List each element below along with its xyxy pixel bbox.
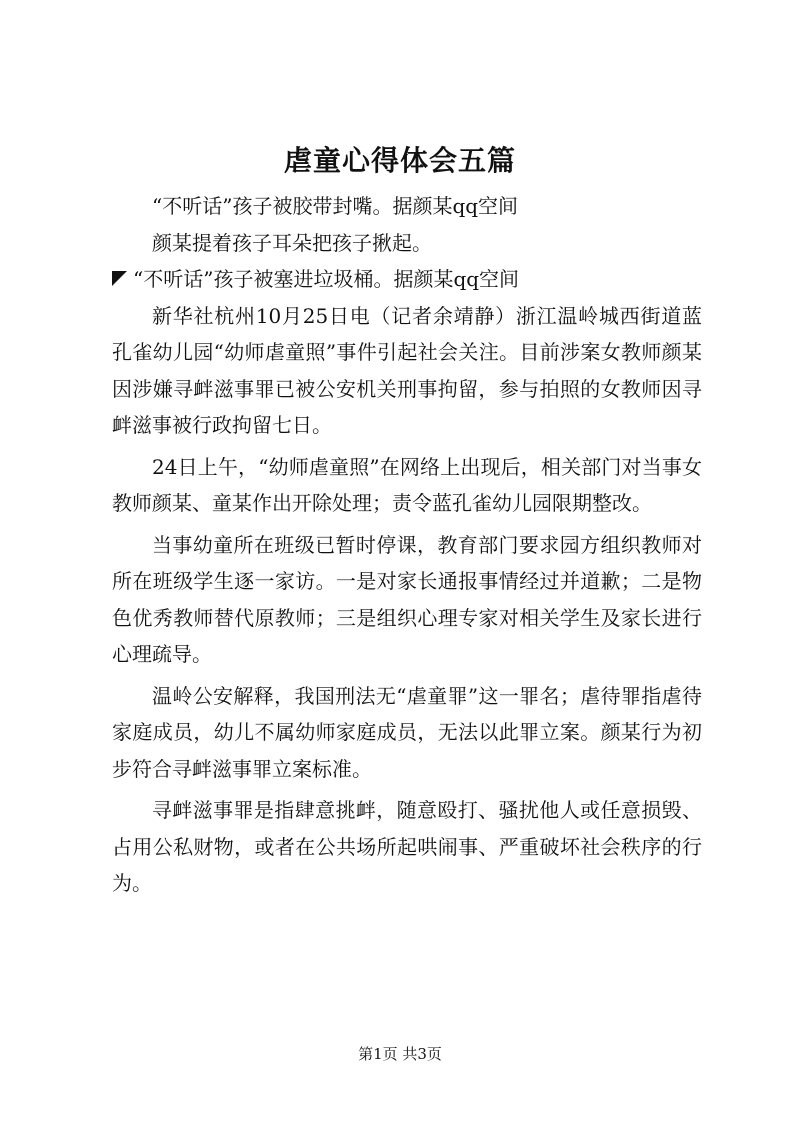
paragraph-dismissal [112,449,702,522]
paragraph-text: 温岭公安解释，我国刑法无“虐童罪”这一罪名；虐待罪指虐待家庭成员，幼儿不属幼师家庭成员，无法以此罪立案。颜某行为初步符合寻衅滋事罪立案标准。 [112,683,702,781]
paragraph-text: 寻衅滋事罪是指肆意挑衅，随意殴打、骚扰他人或任意损毁、占用公私财物，或者在公共场所起哄闹事、严重破坏社会秩序的行为。 [112,798,702,895]
paragraph-crime-definition [112,792,702,902]
paragraph-text: 24日上午，“幼师虐童照”在网络上出现后，相关部门对当事女教师颜某、童某作出开除处理；责令蓝孔雀幼儿园限期整改。 [112,454,702,515]
paragraph-class-suspension [112,527,702,673]
paragraph-caption-3 [112,261,702,298]
document-body [112,188,702,902]
paragraph-news-lead [112,298,702,444]
paragraph-text: “不听话”孩子被塞进垃圾桶。据颜某qq空间 [133,267,520,291]
black-triangle-icon [112,271,127,286]
paragraph-caption-2 [112,225,702,262]
paragraph-text: 新华社杭州10月25日电（记者余靖静）浙江温岭城西街道蓝孔雀幼儿园“幼师虐童照”事件引起社会关注。目前涉案女教师颜某因涉嫌寻衅滋事罪已被公安机关刑事拘留，参与拍照的女教师因寻衅滋事被行政拘留七日。 [112,303,702,437]
paragraph-caption-1 [112,188,702,225]
paragraph-text: “不听话”孩子被胶带封嘴。据颜某qq空间 [152,194,519,218]
paragraph-text: 颜某提着孩子耳朵把孩子揪起。 [152,230,432,255]
paragraph-police-explanation [112,678,702,788]
document-title: 虐童心得体会五篇 [283,144,516,177]
page-number: 第1页 共3页 [358,1045,442,1063]
paragraph-text: 当事幼童所在班级已暂时停课，教育部门要求园方组织教师对所在班级学生逐一家访。一是对家长通报事情经过并道歉；二是物色优秀教师替代原教师；三是组织心理专家对相关学生及家长进行心理疏导。 [112,532,702,666]
